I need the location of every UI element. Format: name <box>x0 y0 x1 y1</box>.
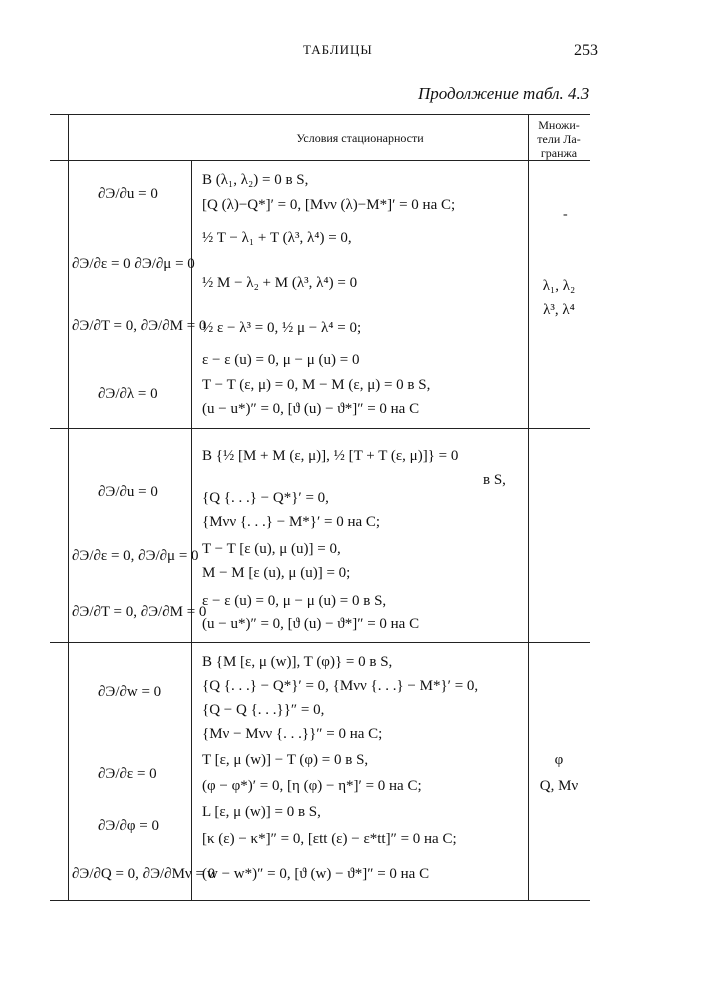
stationarity-lhs: ∂Э/∂ε = 0 <box>98 766 157 782</box>
lagrange-multiplier: Q, Mν <box>539 778 579 794</box>
equation: B (λ₁, λ₂) = 0 в S, <box>202 172 309 188</box>
lagrange-multiplier: φ <box>554 752 564 768</box>
stationarity-lhs: ∂Э/∂ε = 0, ∂Э/∂μ = 0 <box>72 548 199 564</box>
equation: L [ε, μ (w)] = 0 в S, <box>202 804 321 820</box>
equation: ε − ε (u) = 0, μ − μ (u) = 0 в S, <box>202 593 387 609</box>
equation: {Mνν {. . .} − M*}′ = 0 на C; <box>202 514 381 530</box>
stationarity-lhs: ∂Э/∂T = 0, ∂Э/∂M = 0 <box>72 318 207 334</box>
header-rule <box>50 160 590 161</box>
equation: ½ T − λ₁ + T (λ³, λ⁴) = 0, <box>202 230 352 246</box>
stationarity-lhs: ∂Э/∂Q = 0, ∂Э/∂Mν = 0 <box>72 866 216 882</box>
table-top-rule <box>50 114 590 115</box>
stationarity-lhs: ∂Э/∂λ = 0 <box>98 386 158 402</box>
running-header: ТАБЛИЦЫ <box>303 42 373 57</box>
empty-multiplier-dash: - <box>563 207 568 222</box>
stationarity-lhs: ∂Э/∂ε = 0 ∂Э/∂μ = 0 <box>72 256 195 272</box>
equation: ½ ε − λ³ = 0, ½ μ − λ⁴ = 0; <box>202 320 362 336</box>
lagrange-multiplier: λ³, λ⁴ <box>543 302 575 318</box>
header-multipliers: Множи- тели Ла- гранжа <box>537 118 581 160</box>
stationarity-lhs: ∂Э/∂u = 0 <box>98 186 158 202</box>
equation: T − T (ε, μ) = 0, M − M (ε, μ) = 0 в S, <box>202 377 431 393</box>
equation: {Mν − Mνν {. . .}}″ = 0 на C; <box>202 726 383 742</box>
stationarity-lhs: ∂Э/∂T = 0, ∂Э/∂M = 0 <box>72 604 207 620</box>
header-conditions: Условия стационарности <box>296 131 424 145</box>
stationarity-lhs: ∂Э/∂φ = 0 <box>98 818 160 834</box>
equation: (φ − φ*)′ = 0, [η (φ) − η*]′ = 0 на C; <box>202 778 422 794</box>
equation: в S, <box>483 472 506 488</box>
equation: ½ M − λ₂ + M (λ³, λ⁴) = 0 <box>202 275 358 291</box>
lagrange-multiplier: λ₁, λ₂ <box>542 278 576 294</box>
stationarity-lhs: ∂Э/∂w = 0 <box>98 684 162 700</box>
page-number: 253 <box>574 42 598 59</box>
block-rule-2 <box>50 642 590 643</box>
equation: [κ (ε) − κ*]″ = 0, [εtt (ε) − ε*tt]″ = 0 на C; <box>202 831 457 847</box>
block-rule-1 <box>50 428 590 429</box>
equation: [Q (λ)−Q*]′ = 0, [Mνν (λ)−M*]′ = 0 на C; <box>202 197 456 213</box>
equation: {Q {. . .} − Q*}′ = 0, {Mνν {. . .} − M*}′ = 0, <box>202 678 479 694</box>
equation: B {M [ε, μ (w)], T (φ)} = 0 в S, <box>202 654 393 670</box>
equation: B {½ [M + M (ε, μ)], ½ [T + T (ε, μ)]} = 0 <box>202 448 459 464</box>
equation: (w − w*)″ = 0, [ϑ (w) − ϑ*]″ = 0 на C <box>202 866 430 882</box>
equation: (u − u*)″ = 0, [ϑ (u) − ϑ*]″ = 0 на C <box>202 616 420 632</box>
table-caption: Продолжение табл. 4.3 <box>418 84 590 103</box>
equation: T [ε, μ (w)] − T (φ) = 0 в S, <box>202 752 369 768</box>
stationarity-lhs: ∂Э/∂u = 0 <box>98 484 158 500</box>
equation: M − M [ε (u), μ (u)] = 0; <box>202 565 351 581</box>
table-bottom-rule <box>50 900 590 901</box>
multiplier-separator <box>528 114 529 900</box>
equation: (u − u*)″ = 0, [ϑ (u) − ϑ*]″ = 0 на C <box>202 401 420 417</box>
equation: ε − ε (u) = 0, μ − μ (u) = 0 <box>202 352 360 368</box>
equation: T − T [ε (u), μ (u)] = 0, <box>202 541 341 557</box>
equation: {Q {. . .} − Q*}′ = 0, <box>202 490 329 506</box>
equation: {Q − Q {. . .}}″ = 0, <box>202 702 325 718</box>
left-border <box>68 114 69 900</box>
